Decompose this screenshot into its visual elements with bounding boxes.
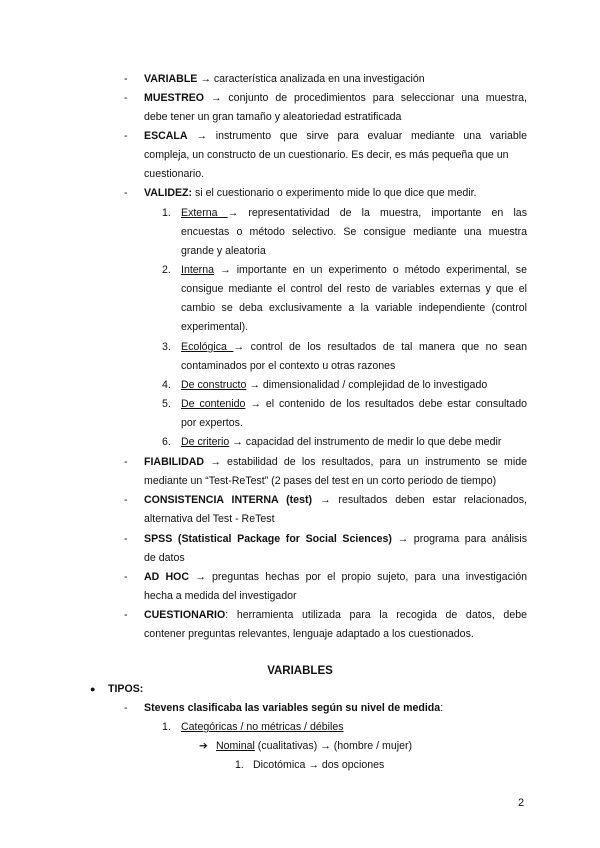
dash-bullet: - bbox=[124, 533, 128, 545]
item-consistencia-cont: alternativa del Test - ReTest bbox=[144, 513, 275, 525]
validez-externa: Externa → representatividad de la muestra, importante en las bbox=[181, 207, 527, 219]
item-spss-cont: de datos bbox=[144, 552, 185, 564]
item-adhoc-cont: hecha a medida del investigador bbox=[144, 590, 297, 602]
validez-num: 3. bbox=[162, 341, 171, 353]
dash-bullet: - bbox=[124, 702, 128, 714]
validez-num: 2. bbox=[162, 264, 171, 276]
item-cuestionario-cont: contener preguntas relevantes, lenguaje adaptado a los cuestionados. bbox=[144, 628, 474, 640]
dash-bullet: - bbox=[124, 456, 128, 468]
validez-constructo: De constructo → dimensionalidad / complejidad de lo investigado bbox=[181, 379, 488, 391]
arrow-icon: ➔ bbox=[199, 740, 208, 752]
validez-num: 5. bbox=[162, 398, 171, 410]
nominal-line: Nominal (cualitativas) → (hombre / mujer) bbox=[216, 740, 413, 752]
dash-bullet: - bbox=[124, 494, 128, 506]
validez-contenido: De contenido → el contenido de los resultados debe estar consultado bbox=[181, 398, 527, 410]
item-escala: ESCALA → instrumento que sirve para evaluar mediante una variable bbox=[144, 130, 527, 142]
dash-bullet: - bbox=[124, 609, 128, 621]
dash-bullet: - bbox=[124, 187, 128, 199]
validez-externa-cont: encuestas o método selectivo. Se consigue mediante una muestra bbox=[181, 226, 527, 238]
item-fiabilidad: FIABILIDAD → estabilidad de los resultados, para un instrumento se mide bbox=[144, 456, 527, 468]
item-variable: VARIABLE → característica analizada en una investigación bbox=[144, 73, 425, 85]
validez-externa-cont: grande y aleatoria bbox=[181, 245, 266, 257]
item-escala-cont: cuestionario. bbox=[144, 168, 205, 180]
item-fiabilidad-cont: mediante un “Test-ReTest” (2 pases del test en un corto periodo de tiempo) bbox=[144, 475, 497, 487]
item-consistencia: CONSISTENCIA INTERNA (test) → resultados deben estar relacionados, bbox=[144, 494, 528, 506]
validez-contenido-cont: por expertos. bbox=[181, 417, 243, 429]
validez-interna: Interna → importante en un experimento o método experimental, se bbox=[181, 264, 527, 276]
dicotomica-text: Dicotómica → dos opciones bbox=[253, 759, 385, 771]
validez-criterio: De criterio → capacidad del instrumento de medir lo que debe medir bbox=[181, 436, 502, 448]
dicotomica-num: 1. bbox=[235, 759, 244, 771]
validez-num: 4. bbox=[162, 379, 171, 391]
dash-bullet: - bbox=[124, 92, 128, 104]
dash-bullet: - bbox=[124, 571, 128, 583]
categoricas-num: 1. bbox=[162, 721, 171, 733]
validez-interna-cont: consigue mediante el control del resto de variables externas y que el bbox=[181, 283, 527, 295]
item-muestreo: MUESTREO → conjunto de procedimientos para seleccionar una muestra, bbox=[144, 92, 527, 104]
section-title: VARIABLES bbox=[267, 665, 333, 677]
item-muestreo-cont: debe tener un gran tamaño y aleatoriedad estratificada bbox=[144, 111, 402, 123]
item-adhoc: AD HOC → preguntas hechas por el propio sujeto, para una investigación bbox=[144, 571, 528, 583]
dash-bullet: - bbox=[124, 130, 128, 142]
validez-num: 1. bbox=[162, 207, 171, 219]
categoricas-label: Categóricas / no métricas / débiles bbox=[181, 721, 344, 733]
stevens-line: Stevens clasificaba las variables según su nivel de medida: bbox=[144, 702, 444, 714]
item-cuestionario: CUESTIONARIO: herramienta utilizada para la recogida de datos, debe bbox=[144, 609, 527, 621]
tipos-label: TIPOS: bbox=[108, 683, 144, 695]
validez-interna-cont: cambio se deba exclusivamente a la variable independiente (control bbox=[181, 302, 527, 314]
item-escala-cont: compleja, un constructo de un cuestionario. Es decir, es más pequeña que un bbox=[144, 149, 509, 161]
item-spss: SPSS (Statistical Package for Social Sciences) → programa para análisis bbox=[144, 533, 527, 545]
item-validez: VALIDEZ: si el cuestionario o experimento mide lo que dice que medir. bbox=[144, 187, 477, 199]
round-bullet: ● bbox=[90, 684, 96, 694]
validez-ecologica-cont: contaminados por el contexto u otras razones bbox=[181, 360, 396, 372]
dash-bullet: - bbox=[124, 73, 128, 85]
validez-num: 6. bbox=[162, 436, 171, 448]
page-number: 2 bbox=[518, 797, 525, 809]
validez-ecologica: Ecológica → control de los resultados de tal manera que no sean bbox=[181, 341, 527, 353]
validez-interna-cont: experimental). bbox=[181, 321, 249, 333]
